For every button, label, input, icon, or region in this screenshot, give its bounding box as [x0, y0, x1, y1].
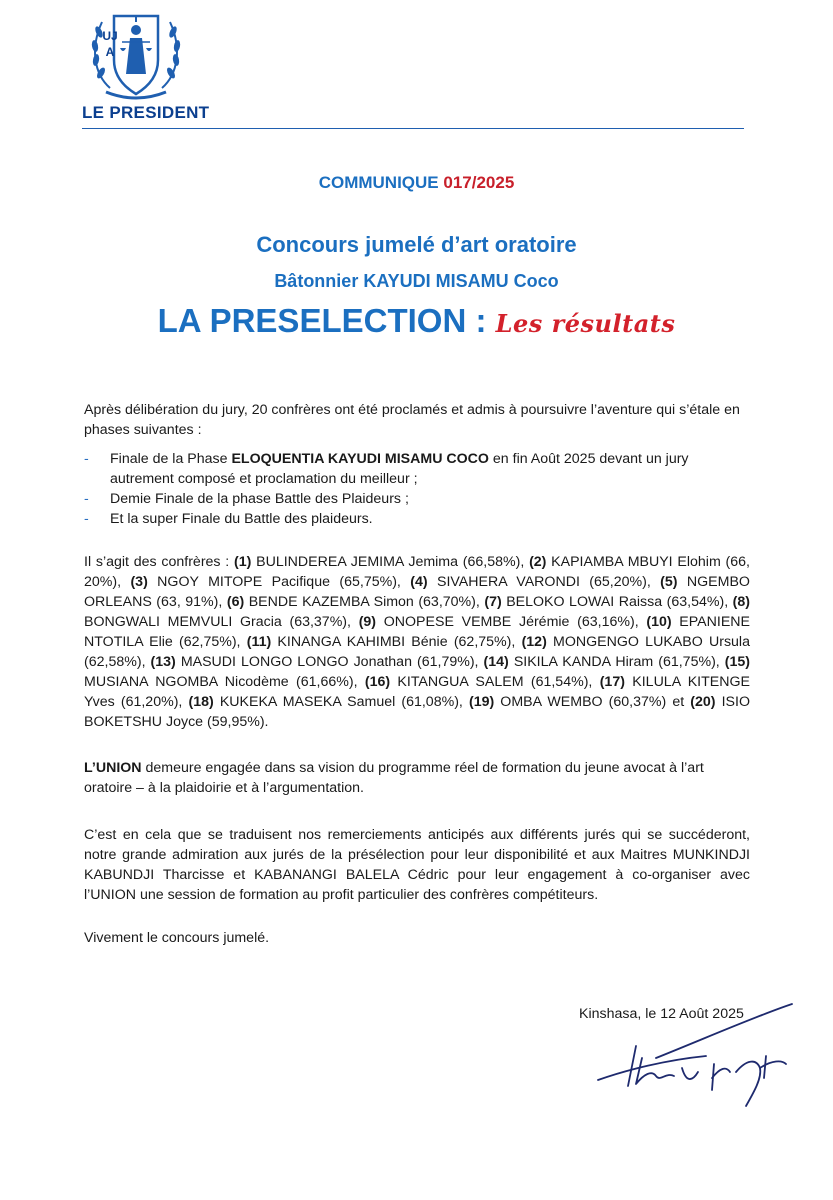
phases-list	[84, 449, 750, 529]
header-divider	[82, 128, 744, 129]
phase-text: Et la super Finale du Battle des plaideurs.	[110, 511, 373, 527]
laureate-name: SIKILA KANDA Hiram (61,75%),	[508, 654, 725, 670]
closing-line: Vivement le concours jumelé.	[84, 930, 270, 946]
communique-number: 017/2025	[443, 173, 515, 192]
laureate-name: NGOY MITOPE Pacifique (65,75%),	[147, 574, 411, 590]
laureate-number: (1)	[234, 554, 252, 570]
phase-item	[84, 509, 750, 529]
laureate-number: (4)	[410, 574, 428, 590]
phase-text: Demie Finale de la phase Battle des Plaideurs ;	[110, 491, 409, 507]
phase-text: Finale de la Phase	[110, 451, 232, 467]
bullet-dash: -	[84, 511, 89, 527]
laureate-name: MASUDI LONGO LONGO Jonathan (61,79%),	[175, 654, 484, 670]
signature	[596, 998, 808, 1110]
phase-text-after: en fin Août 2025 devant un jury autrement composé et proclamation du meilleur ;	[110, 451, 689, 487]
place-date: Kinshasa, le 12 Août 2025	[579, 1006, 744, 1022]
laureate-name: BONGWALI MEMVULI Gracia (63,37%),	[84, 614, 359, 630]
thanks-paragraph: C’est en cela que se traduisent nos remerciements anticipés aux différents jurés qui se succéderont, notre grande admiration aux jurés de la présélection pour leur disponibilité et aux Maitres MUNKINDJI KABUNDJI Tharcisse et KABANANGI BALELA Cédric pour leur engagement à co-organiser avec l’UNION une session de formation au profit particulier des confrères compétiteurs.	[84, 827, 750, 903]
bullet-dash: -	[84, 491, 89, 507]
laureate-number: (8)	[732, 594, 750, 610]
title-contest: Concours jumelé d’art oratoire	[256, 232, 577, 257]
laureate-name: MONGENGO LUKABO Ursula (62,58%),	[84, 634, 750, 670]
laureate-name: KAPIAMBA MBUYI Elohim (66, 20%),	[84, 554, 750, 590]
laureate-name: KITANGUA SALEM (61,54%),	[390, 674, 600, 690]
laureates-intro: Il s’agit des confrères :	[84, 554, 235, 570]
union-paragraph	[84, 758, 750, 798]
laureate-number: (7)	[484, 594, 502, 610]
laureates-paragraph	[84, 552, 750, 732]
laureate-name: NGEMBO ORLEANS (63, 91%),	[84, 574, 750, 610]
laureate-number: (3)	[130, 574, 148, 590]
bullet-dash: -	[84, 451, 89, 467]
laureate-number: (9)	[358, 614, 377, 630]
laureate-number: (10)	[646, 614, 672, 630]
president-label: LE PRESIDENT	[82, 103, 210, 122]
laureate-number: (19)	[468, 694, 495, 710]
laureate-number: (17)	[599, 674, 625, 690]
title-preselection	[0, 302, 833, 340]
communique-label: COMMUNIQUE	[318, 173, 439, 192]
laureate-number: (15)	[724, 654, 751, 670]
laureate-name: BENDE KAZEMBA Simon (63,70%),	[244, 594, 485, 610]
intro-paragraph: Après délibération du jury, 20 confrères ont été proclamés et admis à poursuivre l’aventure qui s’étale en phases suivantes :	[84, 402, 740, 438]
communique-heading	[0, 173, 833, 193]
laureate-name: ISIO BOKETSHU Joyce (59,95%).	[84, 694, 750, 730]
union-bold: L’UNION	[84, 760, 142, 776]
phase-item	[84, 489, 750, 509]
laureate-name: OMBA WEMBO (60,37%) et	[494, 694, 691, 710]
laureate-name: ONOPESE VEMBE Jérémie (63,16%),	[376, 614, 647, 630]
title-batonnier: Bâtonnier KAYUDI MISAMU Coco	[274, 271, 559, 291]
laureate-name: KINANGA KAHIMBI Bénie (62,75%),	[271, 634, 522, 650]
laureate-number: (18)	[188, 694, 214, 710]
laureate-number: (14)	[483, 654, 509, 670]
uja-logo	[80, 8, 192, 104]
laureate-name: EPANIENE NTOTILA Elie (62,75%),	[84, 614, 750, 650]
laureate-name: BULINDEREA JEMIMA Jemima (66,58%),	[251, 554, 530, 570]
laureate-number: (5)	[660, 574, 678, 590]
title-preselection-main: LA PRESELECTION :	[157, 302, 487, 339]
laureate-name: BELOKO LOWAI Raissa (63,54%),	[501, 594, 733, 610]
union-text: demeure engagée dans sa vision du programme réel de formation du jeune avocat à l’art oratoire – à la plaidoirie et à l’argumentation.	[84, 760, 704, 796]
laureate-name: KILULA KITENGE Yves (61,20%),	[84, 674, 750, 710]
phase-item	[84, 449, 750, 489]
laureate-number: (11)	[246, 634, 272, 650]
phase-name-bold: ELOQUENTIA KAYUDI MISAMU COCO	[231, 451, 489, 467]
title-results-script: Les résultats	[495, 309, 676, 338]
logo-letters: UJA	[102, 29, 118, 59]
laureate-number: (16)	[364, 674, 391, 690]
laureate-number: (12)	[521, 634, 547, 650]
laureate-number: (6)	[226, 594, 245, 610]
laureate-number: (13)	[150, 654, 176, 670]
laureate-name: KUKEKA MASEKA Samuel (61,08%),	[213, 694, 469, 710]
laureate-name: SIVAHERA VARONDI (65,20%),	[427, 574, 661, 590]
laureate-number: (20)	[690, 694, 716, 710]
laureate-name: MUSIANA NGOMBA Nicodème (61,66%),	[84, 674, 365, 690]
laureate-number: (2)	[529, 554, 547, 570]
